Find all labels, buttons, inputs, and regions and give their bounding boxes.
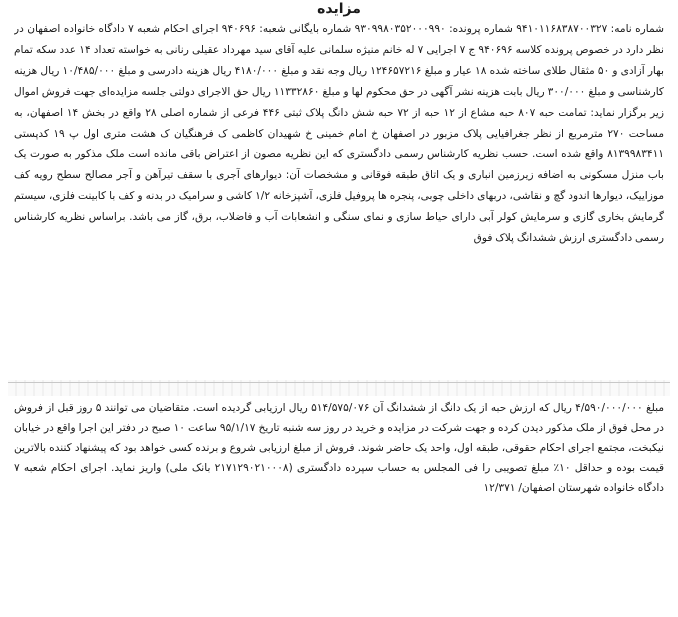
notice-title: مزایده bbox=[317, 1, 361, 17]
notice-body-part-1: شماره نامه: ۹۴۱۰۱۱۶۸۳۸۷۰۰۳۲۷ شماره پرونده: ۹۳۰۹۹۸۰۳۵۲۰۰۰۹۹۰ شماره بایگانی شعبه: ۹۴۰۶۹۶ اجرای احکام شعبه ۷ دادگاه خانواده اصفهان در نظر دارد در خصوص پرونده کلاسه ۹۴۰۶۹۶ ج ۷ اجرایی ۷ له خانم منیژه سلمانی علیه آقای سید مهرداد عقیلی رنانی به خواسته تعداد ۱۴ عدد سکه تمام بهار آزادی و ۵۰ مثقال طلای ساخته شده ۱۸ عیار و مبلغ ۱۲۴۶۵۷۲۱۶ ریال وجه نقد و مبلغ ۴۱۸۰/۰۰۰ ریال هزینه دادرسی و مبلغ ۱۰/۴۸۵/۰۰۰ ریال هزینه کارشناسی و مبلغ ۳۰۰/۰۰۰ ریال بابت هزینه نشر آگهی در حق محکوم لها و مبلغ ۱۱۳۳۲۸۶۰ ریال حق الاجرای دولتی جلسه مزایده‌ای جهت فروش اموال زیر برگزار نماید: تمامت حبه ۸۰۷ حبه مشاع از ۱۲ حبه از ۷۲ حبه شش دانگ پلاک ثبتی ۴۴۶ فرعی از شماره اصلی ۲۸ واقع در بخش ۱۴ اصفهان، به مساحت ۲۷۰ مترمربع از نظر جغرافیایی پلاک مزبور در اصفهان خ امام خمینی خ شهیدان کاظمی ک فرهنگیان ک هشت متری اول پ ۱۹ کدپستی ۸۱۳۹۹۸۳۴۱۱ واقع شده است. حسب نظریه کارشناس رسمی دادگستری که این نظریه مصون از اعتراض باقی مانده است ملک مذکور به صورت یک باب منزل مسکونی به اضافه زیرزمین انباری و یک اتاق طبقه فوقانی و مشخصات آن: دیوارهای آجری با سقف تیرآهن و آجر مصالح سطح رویه کف موزاییک، دیوارها اندود گچ و نقاشی، دربهای داخلی چوبی، پنجره ها پروفیل فلزی، آشپزخانه ۱/۲ کاشی و سرامیک در بدنه و کف با کابینت فلزی، سیستم گرمایش بخاری گازی و سرمایش کولر آبی دارای حیاط سازی و نمای سنگی و انشعابات آب و فاضلاب، برق، گاز می باشد. براساس نظریه کارشناس رسمی دادگستری ارزش ششدانگ پلاک فوق bbox=[14, 23, 664, 245]
clipping-divider bbox=[8, 382, 670, 383]
notice-body-part-2: مبلغ ۴/۵۹۰/۰۰۰/۰۰۰ ریال که ارزش حبه از یک دانگ از ششدانگ آن ۵۱۴/۵۷۵/۰۷۶ ریال ارزیابی گردیده است. متقاضیان می توانند ۵ روز قبل از فروش در محل فوق از ملک مذکور دیدن کرده و جهت شرکت در مزایده و خرید در روز سه شنبه تاریخ ۹۵/۱/۱۷ ساعت ۱۰ صبح در دفتر این اجرا واقع در خیابان نیکبخت، مجتمع اجرای احکام حقوقی، طبقه اول، واحد یک حاضر شوند. فروش از مبلغ ارزیابی شروع و برنده کسی خواهد بود که پیشنهاد کننده بالاترین قیمت بوده و حداقل ۱۰٪ مبلغ تصویبی را فی المجلس به حساب سپرده دادگستری (۲۱۷۱۲۹۰۲۱۰۰۰۸ بانک ملی) واریز نماید. اجرای احکام شعبه ۷ دادگاه خانواده شهرستان اصفهان/ ۱۲/۳۷۱ bbox=[14, 402, 664, 494]
